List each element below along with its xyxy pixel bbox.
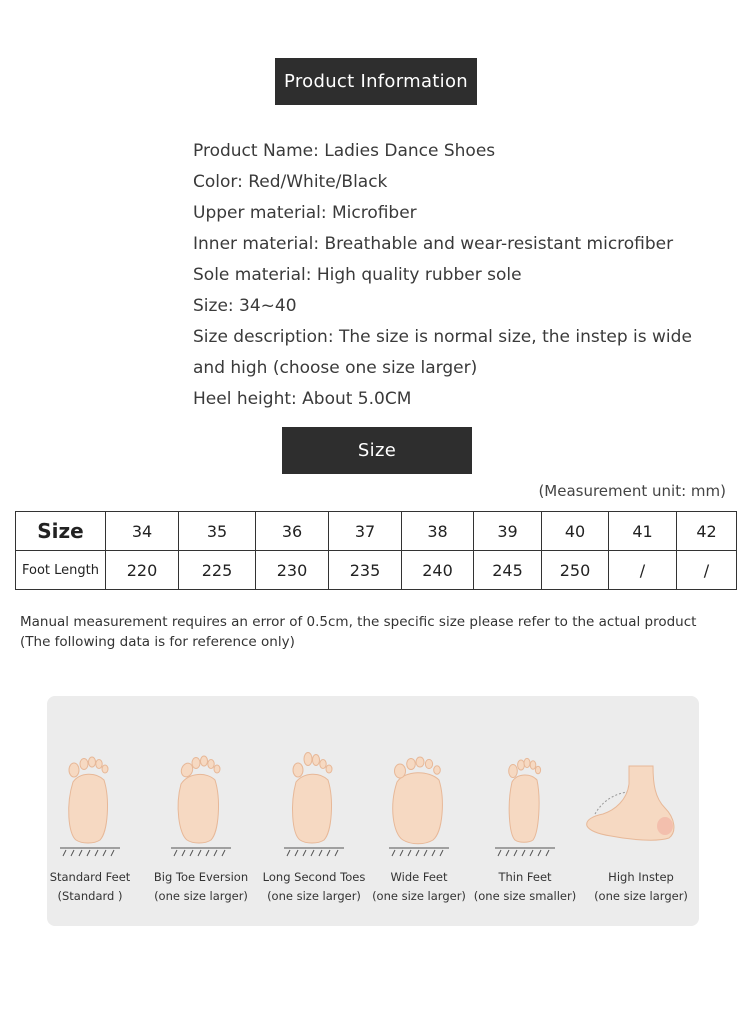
foot-type-name: Thin Feet bbox=[498, 870, 552, 884]
wide-foot-icon bbox=[359, 744, 479, 859]
foot-types-panel bbox=[47, 696, 699, 926]
long-second-toe-foot-icon bbox=[254, 744, 374, 859]
foot-type-thin bbox=[465, 696, 585, 926]
foot-type-note: (one size larger) bbox=[154, 889, 248, 903]
foot-type-note: (Standard ) bbox=[57, 889, 123, 903]
foot-type-wide bbox=[359, 696, 479, 926]
foot-type-name: Standard Feet bbox=[49, 870, 131, 884]
foot-type-long-second-toe bbox=[254, 696, 374, 926]
size-row bbox=[16, 512, 737, 551]
foot-type-label bbox=[141, 868, 261, 906]
big-toe-foot-icon bbox=[141, 744, 261, 859]
foot-type-label bbox=[254, 868, 374, 906]
thin-foot-icon bbox=[465, 744, 585, 859]
foot-length-row bbox=[16, 551, 737, 590]
info-line: Sole material: High quality rubber sole bbox=[193, 265, 522, 285]
size-cell: 39 bbox=[474, 512, 542, 551]
size-header-cell: Size bbox=[16, 512, 106, 551]
foot-type-label bbox=[581, 868, 701, 906]
foot-type-name: Big Toe Eversion bbox=[153, 870, 249, 884]
size-cell: 38 bbox=[402, 512, 474, 551]
info-line: Inner material: Breathable and wear-resistant microfiber bbox=[193, 234, 674, 254]
size-title: Size bbox=[357, 440, 397, 461]
size-cell: 34 bbox=[106, 512, 179, 551]
foot-length-header-cell: Foot Length bbox=[16, 551, 106, 590]
size-cell: 41 bbox=[609, 512, 677, 551]
size-cell: 37 bbox=[329, 512, 402, 551]
info-line: Size description: The size is normal size, the instep is wide bbox=[193, 327, 692, 347]
foot-type-note: (one size larger) bbox=[594, 889, 688, 903]
size-cell: 40 bbox=[542, 512, 609, 551]
foot-type-high-instep bbox=[581, 696, 701, 926]
foot-type-name: Wide Feet bbox=[390, 870, 448, 884]
info-line: Upper material: Microfiber bbox=[193, 203, 417, 223]
foot-type-label bbox=[30, 868, 150, 906]
info-line: and high (choose one size larger) bbox=[193, 358, 478, 378]
length-cell: / bbox=[609, 551, 677, 590]
product-info-list bbox=[193, 136, 713, 415]
foot-type-label bbox=[359, 868, 479, 906]
length-cell: 220 bbox=[106, 551, 179, 590]
foot-type-note: (one size smaller) bbox=[473, 889, 577, 903]
standard-foot-icon bbox=[30, 744, 150, 859]
length-cell: 230 bbox=[256, 551, 329, 590]
foot-type-big-toe bbox=[141, 696, 261, 926]
size-cell: 36 bbox=[256, 512, 329, 551]
size-banner bbox=[282, 427, 472, 474]
size-cell: 42 bbox=[677, 512, 737, 551]
foot-type-standard bbox=[30, 696, 150, 926]
info-line: Color: Red/White/Black bbox=[193, 172, 388, 192]
foot-type-note: (one size larger) bbox=[372, 889, 466, 903]
size-table bbox=[15, 511, 737, 590]
length-cell: 225 bbox=[179, 551, 256, 590]
info-line: Size: 34~40 bbox=[193, 296, 297, 316]
measurement-error-note: Manual measurement requires an error of 0.5cm, the specific size please refer to the actual product (The following data is for reference only) bbox=[20, 614, 697, 650]
info-line: Heel height: About 5.0CM bbox=[193, 389, 412, 409]
foot-type-name: Long Second Toes bbox=[262, 870, 366, 884]
length-cell: 235 bbox=[329, 551, 402, 590]
product-info-banner bbox=[275, 58, 477, 105]
measurement-unit-note: (Measurement unit: mm) bbox=[538, 482, 726, 500]
product-info-title: Product Information bbox=[284, 71, 468, 92]
high-instep-foot-icon bbox=[581, 744, 701, 859]
info-line: Product Name: Ladies Dance Shoes bbox=[193, 141, 496, 161]
length-cell: / bbox=[677, 551, 737, 590]
foot-type-label bbox=[465, 868, 585, 906]
size-cell: 35 bbox=[179, 512, 256, 551]
length-cell: 245 bbox=[474, 551, 542, 590]
length-cell: 240 bbox=[402, 551, 474, 590]
length-cell: 250 bbox=[542, 551, 609, 590]
foot-type-note: (one size larger) bbox=[267, 889, 361, 903]
foot-type-name: High Instep bbox=[608, 870, 674, 884]
